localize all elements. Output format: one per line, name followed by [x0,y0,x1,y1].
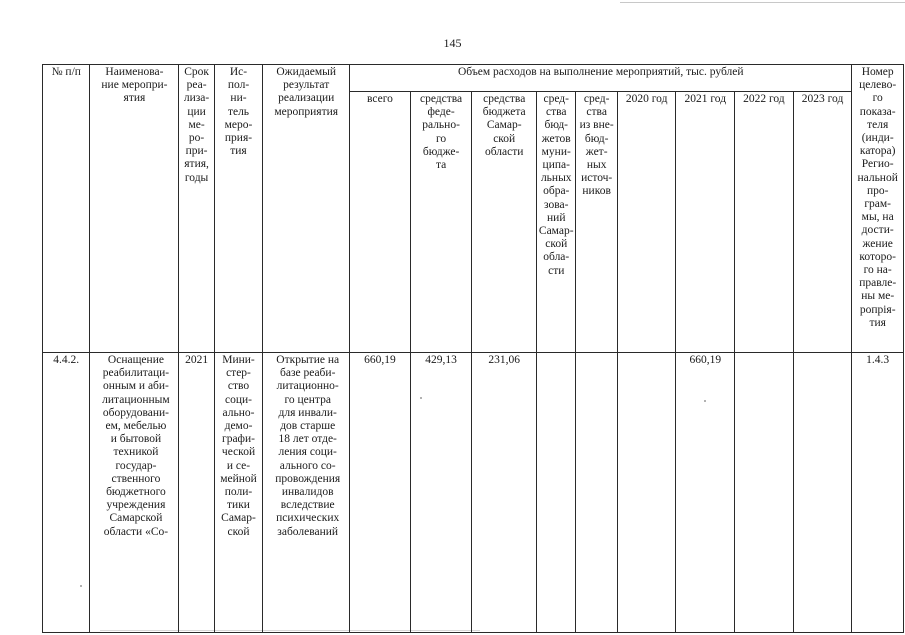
header-2022: 2022 год [735,92,794,353]
header-num: № п/п [43,65,90,353]
row-num: 4.4.2. [43,353,90,633]
row-total: 660,19 [350,353,411,633]
header-regional: средства бюджета Самар- ской области [472,92,537,353]
row-term: 2021 [179,353,214,633]
header-executor: Ис- пол- ни- тель меро- прия- тия [214,65,263,353]
row-offbudget [576,353,617,633]
header-2023: 2023 год [793,92,852,353]
row-federal: 429,13 [410,353,472,633]
row-2020 [617,353,676,633]
header-total: всего [350,92,411,353]
scan-edge-line [620,2,905,3]
row-2021: 660,19 [676,353,735,633]
row-2023 [793,353,852,633]
row-indicator: 1.4.3 [852,353,904,633]
header-row-top [43,65,904,92]
header-name: Наименова- ние меропри- ятия [90,65,179,353]
header-indicator: Номер целево- го показа- теля (инди- катора) Регио- нальной про- грам- мы, на дости- жение которо- го на- правле- ны ме- ропрiя- тия [852,65,904,353]
header-2021: 2021 год [676,92,735,353]
row-executor: Мини- стер- ство соци- ально- демо- графи- ческой и се- мейной поли- тики Самар- ской [214,353,263,633]
page-number: 145 [443,36,462,50]
header-municipal: сред- ства бюд- жетов муни- ципа- льных обра- зова- ний Самар- ской обла- сти [537,92,576,353]
header-federal: средства феде- рально- го бюдже- та [410,92,472,353]
header-term: Срок реа- лиза- ции ме- ро- при- ятия, годы [179,65,214,353]
expenses-table [42,64,904,633]
header-offbudget: сред- ства из вне- бюд- жет- ных источ- ников [576,92,617,353]
row-2022 [735,353,794,633]
row-name: Оснащение реабилитаци- онным и аби- литационным оборудовани- ем, мебелью и бытовой техникой государ- ственного бюджетного учреждения Самарской области «Со- [90,353,179,633]
header-expenses-group: Объем расходов на выполнение мероприятий, тыс. рублей [350,65,852,92]
header-expected-result: Ожидаемый результат реализации мероприятия [263,65,350,353]
row-regional: 231,06 [472,353,537,633]
row-expected-result: Открытие на базе реаби- литационно- го центра для инвали- дов старше 18 лет отде- ления соци- ального со- провождения инвалидов вследствие психических заболеваний [263,353,350,633]
header-2020: 2020 год [617,92,676,353]
row-municipal [537,353,576,633]
table-row [43,353,904,633]
